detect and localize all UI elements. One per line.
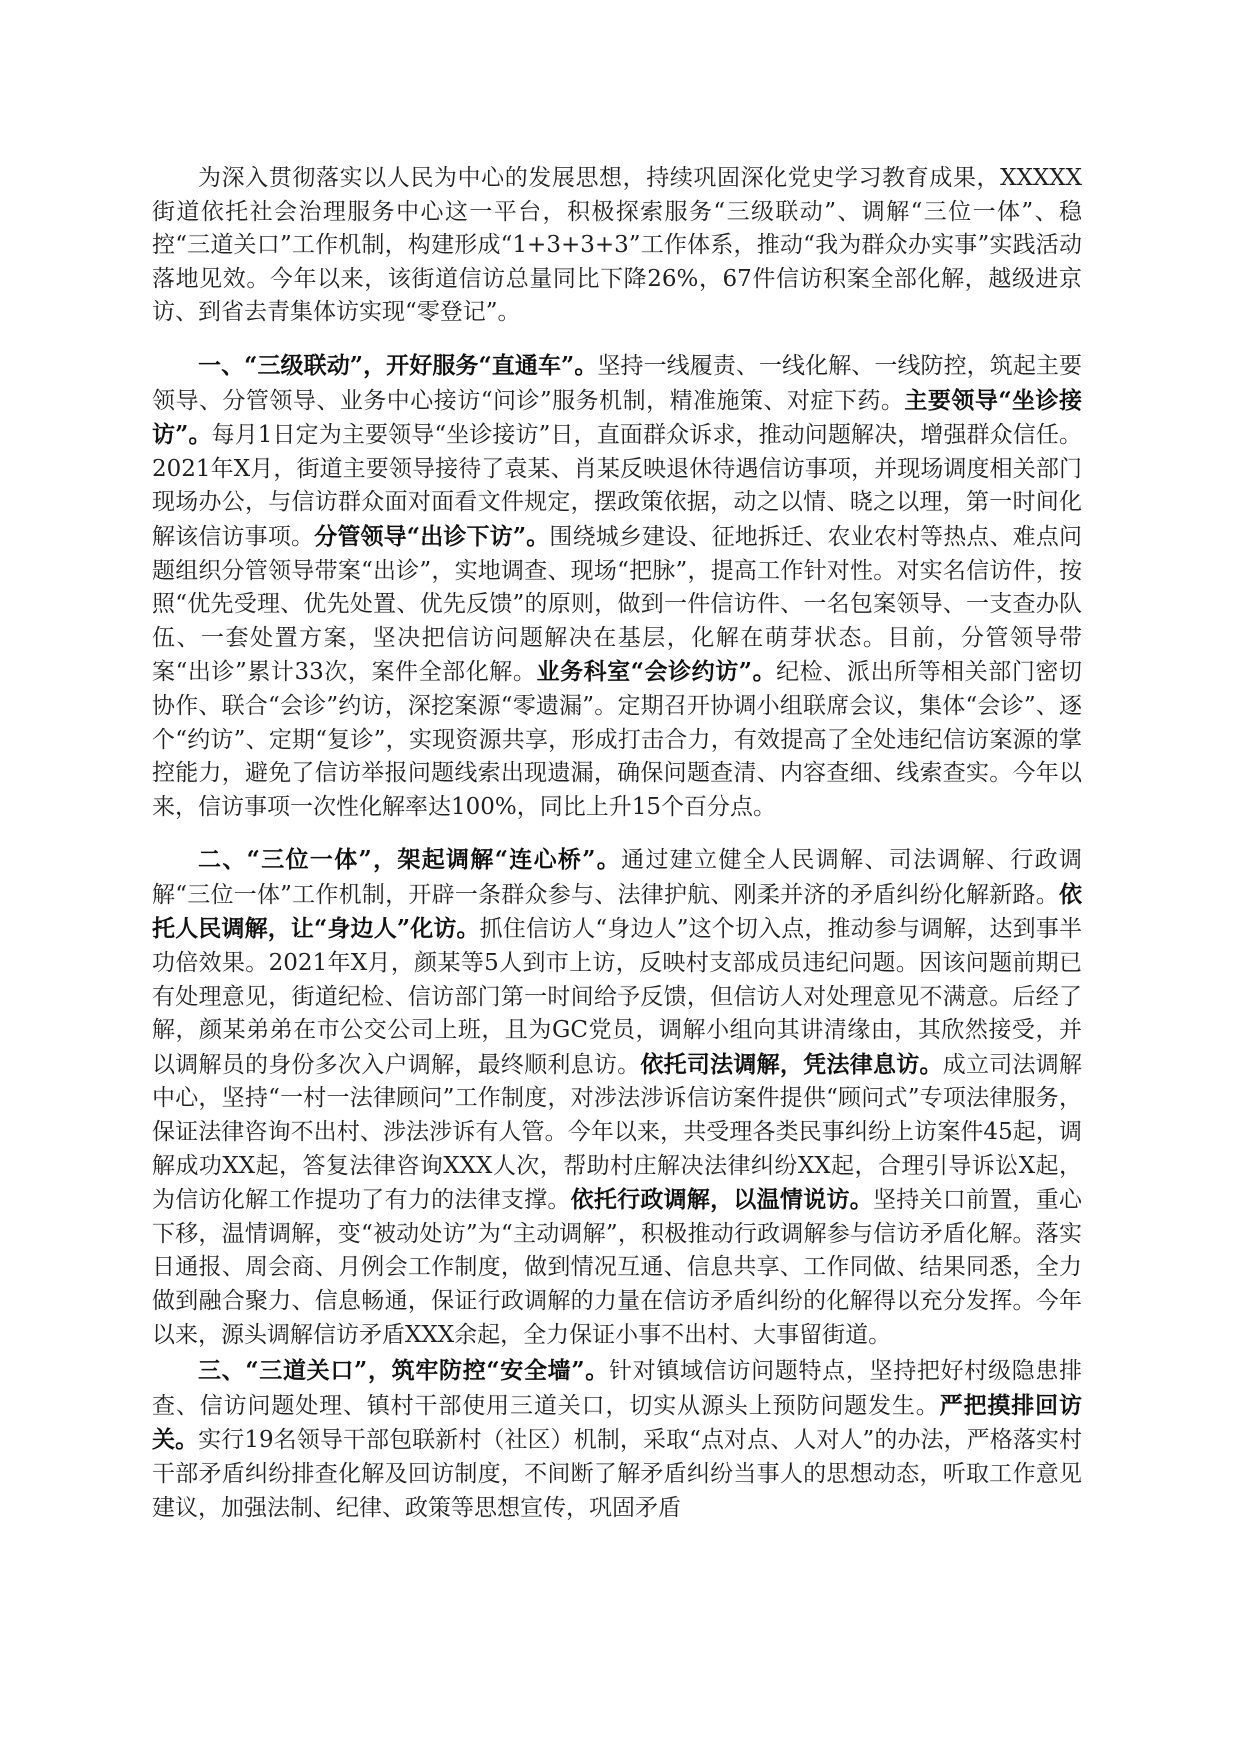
intro-text: 为深入贯彻落实以人民为中心的发展思想，持续巩固深化党史学习教育成果，XXXXX街道依托社会治理服务中心这一平台，积极探索服务“三级联动”、调解“三位一体”、稳控“三道关口”工作机制，构建形成“1+3+3+3”工作体系，推动“我为群众办实事”实践活动落地见效。今年以来，该街道信访总量同比下降26%，67件信访积案全部化解，越级进京访、到省去青集体访实现“零登记”。 [152,165,1082,326]
section-1-text: 坚持一线履责、一线化解、一线防控，筑起主要领导、分管领导、业务中心接访“问诊”服务机制，精准施策、对症下药。 [152,352,1083,414]
section-1-paragraph [152,349,1082,824]
section-2-heading: 二、“三位一体”，架起调解“连心桥”。 [198,846,622,874]
section-1-subheading-2: 分管领导“出诊下访”。 [314,522,550,550]
section-2-subheading-1: 依托人民调解，让“身边人”化访。 [152,880,1082,943]
section-2-text: 成立司法调解中心，坚持“一村一法律顾问”工作制度，对涉法涉诉信访案件提供“顾问式”专项法律服务，保证法律咨询不出村、涉法涉诉有人管。今年以来，共受理各类民事纠纷上访案件45起，调解成功XX起，答复法律咨询XXX人次，帮助村庄解决法律纠纷XX起，合理引导诉讼X起，为信访化解工作提功了有力的法律支撑。 [152,1051,1083,1214]
section-2-text: 坚持关口前置，重心下移，温情调解，变“被动处访”为“主动调解”，积极推动行政调解参与信访矛盾化解。落实日通报、周会商、月例会工作制度，做到情况互通、信息共享、工作同做、结果同悉，全力做到融合聚力、信息畅通，保证行政调解的力量在信访矛盾纠纷的化解得以充分发挥。今年以来，源头调解信访矛盾XXX余起，全力保证小事不出村、大事留街道。 [152,1187,1083,1348]
section-3-text: 实行19名领导干部包联新村（社区）机制，采取“点对点、人对人”的办法，严格落实村干部矛盾纠纷排查化解及回访制度，不间断了解矛盾纠纷当事人的思想动态，听取工作意见建议，加强法制、纪律、政策等思想宣传，巩固矛盾 [152,1427,1082,1521]
section-1-subheading-1: 主要领导“坐诊接访”。 [152,386,1082,449]
section-1-subheading-3: 业务科室“会诊约访”。 [536,658,777,686]
section-2-subheading-2: 依托司法调解，凭法律息访。 [640,1050,943,1078]
intro-paragraph [152,162,1082,330]
section-1-heading: 一、“三级联动”，开好服务“直通车”。 [198,351,598,379]
section-1-text: 围绕城乡建设、征地拆迁、农业农村等热点、难点问题组织分管领导带案“出诊”，实地调查、现场“把脉”，提高工作针对性。对实名信访件，按照“优先受理、优先处置、优先反馈”的原则，做到一件信访件、一名包案领导、一支查办队伍、一套处置方案，坚决把信访问题解决在基层，化解在萌芽状态。目前，分管领导带案“出诊”累计33次，案件全部化解。 [152,523,1083,686]
section-2-text: 抓住信访人“身边人”这个切入点，推动参与调解，达到事半功倍效果。2021年X月，颜某等5人到市上访，反映村支部成员违纪问题。因该问题前期已有处理意见，街道纪检、信访部门第一时间给予反馈，但信访人对处理意见不满意。后经了解，颜某弟弟在市公交公司上班，且为GC党员，调解小组向其讲清缘由，其欣然接受，并以调解员的身份多次入户调解，最终顺利息访。 [152,916,1082,1078]
section-3-heading: 三、“三道关口”，筑牢防控“安全墙”。 [198,1357,609,1385]
section-2-text: 通过建立健全人民调解、司法调解、行政调解“三位一体”工作机制，开辟一条群众参与、法律护航、刚柔并济的矛盾纠纷化解新路。 [152,847,1083,908]
section-3-paragraph [152,1354,1082,1525]
document-body [152,162,1082,1525]
section-2-paragraph [152,843,1082,1352]
section-3-subheading-1: 严把摸排回访关。 [152,1391,1083,1454]
section-1-text: 每月1日定为主要领导“坐诊接访”日，直面群众诉求，推动问题解决，增强群众信任。2021年X月，街道主要领导接待了袁某、肖某反映退休待遇信访事项，并现场调度相关部门现场办公，与信访群众面对面看文件规定，摆政策依据，动之以情、晓之以理，第一时间化解该信访事项。 [152,422,1083,550]
section-3-text: 针对镇域信访问题特点，坚持把好村级隐患排查、信访问题处理、镇村干部使用三道关口，切实从源头上预防问题发生。 [152,1358,1083,1419]
section-2-subheading-3: 依托行政调解，以温情说访。 [570,1186,873,1214]
section-1-text: 纪检、派出所等相关部门密切协作、联合“会诊”约访，深挖案源“零遗漏”。定期召开协调小组联席会议，集体“会诊”、逐个“约访”、定期“复诊”，实现资源共享，形成打击合力，有效提高了全处违纪信访案源的掌控能力，避免了信访举报问题线索出现遗漏，确保问题查清、内容查细、线索查实。今年以来，信访事项一次性化解率达100%，同比上升15个百分点。 [152,659,1082,820]
